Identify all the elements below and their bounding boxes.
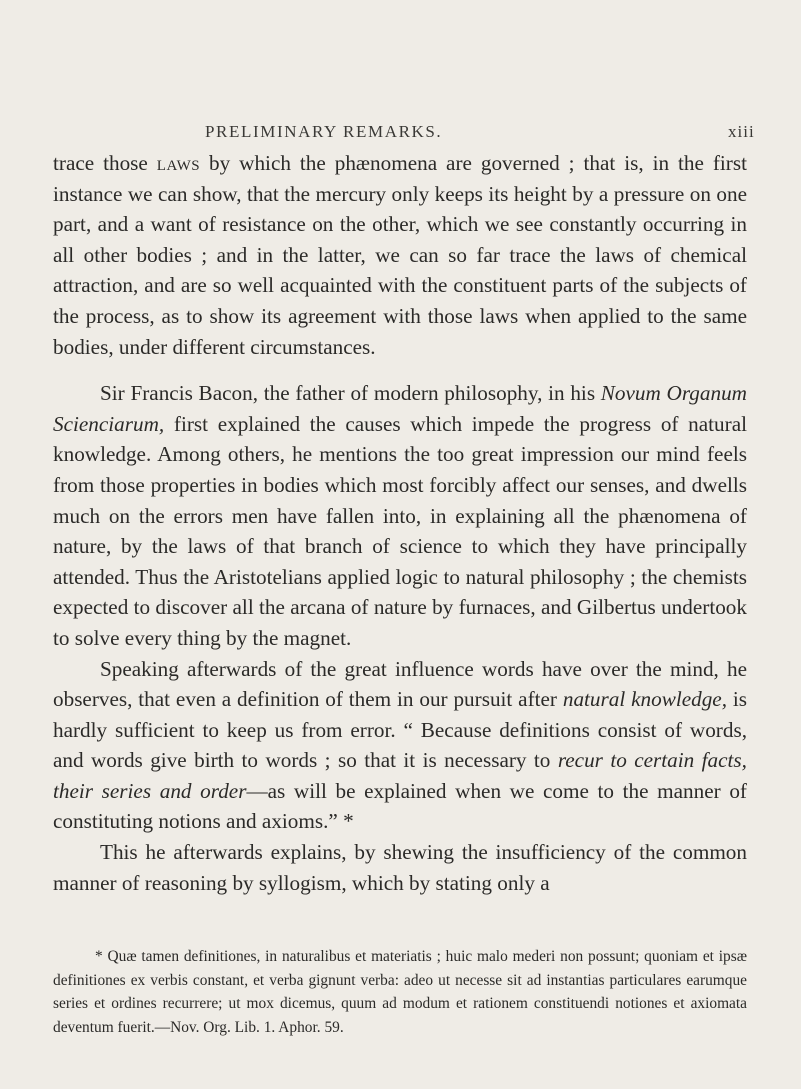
running-head: PRELIMINARY REMARKS. — [205, 122, 443, 141]
paragraph-3 — [53, 654, 747, 838]
paragraph-4: This he afterwards explains, by shewing the insufficiency of the common manner of reasoning by syllogism, which by stating only a — [53, 840, 747, 895]
page-header — [0, 122, 801, 146]
paragraph-2-text-a: Sir Francis Bacon, the father of modern philosophy, in his — [100, 381, 601, 406]
body-text — [53, 148, 747, 898]
footnote-text: * Quæ tamen definitiones, in naturalibus et materiatis ; huic malo mederi non possunt; quoniam et ipsæ definitiones ex verbis constant, et verba gignunt verba: adeo ut necesse sit ad instantias particulares earumque series et ordines recurrere; ut mox dicemus, quum ad modum et rationem constituendi notiones et axiomata deventum fuerit.—Nov. Org. Lib. 1. Aphor. 59. — [53, 948, 747, 1036]
laws-small-caps: laws — [156, 151, 201, 175]
page-number: xiii — [728, 122, 755, 141]
work-title: Novum Organum Scienciarum, — [53, 381, 747, 436]
paragraph-2-text-b: first explained the causes which impede the progress of natural knowledge. Among others, he mentions the too great impression our mind feels from those properties in bodies which most forcibly affect our senses, and dwells much on the errors men have fallen into, in explaining all the phænomena of nature, by the laws of that branch of science to which they have principally attended. Thus the Aristotelians applied logic to natural philosophy ; the chemists expected to discover all the arcana of nature by furnaces, and Gilbertus undertook to solve every thing by the magnet. — [53, 411, 747, 650]
paragraph-1-text-b: by which the phænomena are governed ; that is, in the first instance we can show, that the mercury only keeps its height by a pressure on one part, and a want of resistance on the other, which we see constantly occurring in all other bodies ; and in the latter, we can so far trace the laws of chemical attraction, and are so well acquainted with the constituent parts of the subjects of the process, as to show its agreement with those laws when applied to the same bodies, under different circumstances. — [53, 151, 747, 359]
paragraph-3-text-b: is hardly sufficient to keep us from error. “ Because definitions consist of words, and words give birth to words ; so that it is necessary to — [53, 687, 747, 773]
footnote — [53, 945, 747, 1039]
italic-recur-phrase: recur to certain facts, their series and order — [53, 748, 747, 803]
paragraph-2 — [53, 378, 747, 653]
paragraph-1 — [53, 148, 747, 362]
paragraph-3-text-a: Speaking afterwards of the great influence words have over the mind, he observes, that even a definition of them in our pursuit after — [53, 656, 747, 712]
italic-natural-knowledge: natural knowledge, — [562, 687, 727, 712]
paragraph-1-text-a: trace those — [53, 151, 157, 175]
paragraph-3-text-c: —as will be explained when we come to the manner of constituting notions and axioms.” * — [53, 778, 747, 834]
